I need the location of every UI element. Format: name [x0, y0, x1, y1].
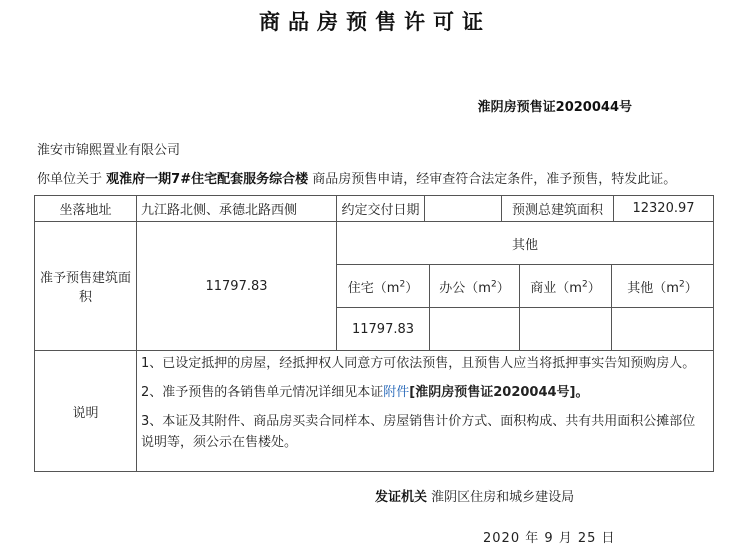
location-label: 坐落地址: [35, 196, 137, 222]
presale-area-value: 11797.83: [137, 222, 337, 351]
area-table: [34, 221, 714, 472]
notes-label: 说明: [35, 351, 137, 472]
column-office: 办公$(m^2)$: [430, 265, 520, 308]
note-1: 1、已设定抵押的房屋，经抵押权人同意方可依法预售，且预售人应当将抵押事实告知预购房人。: [141, 356, 696, 371]
page-title: 商品房预售许可证: [259, 10, 491, 34]
company-name: 淮安市锦熙置业有限公司: [37, 143, 181, 158]
delivery-date-label: 约定交付日期: [337, 196, 425, 222]
permit-table: [34, 195, 714, 222]
delivery-date-value: [425, 196, 502, 222]
certificate-number: 淮阴房预售证2020044号: [477, 100, 632, 115]
note-3: 3、本证及其附件、商品房买卖合同样本、房屋销售计价方式、面积构成、共有共用面积公摊部位说明等，须公示在售楼处。: [141, 414, 696, 450]
total-area-label: 预测总建筑面积: [502, 196, 614, 222]
issue-date: 2020 年 9 月 25 日: [483, 531, 616, 546]
column-commercial: 商业$(m^2)$: [520, 265, 612, 308]
intro-prefix: 你单位关于: [37, 172, 103, 187]
issuer-label: 发证机关: [375, 490, 428, 505]
intro-suffix: 商品房预售申请，经审查符合法定条件，准予预售，特发此证。: [312, 172, 677, 187]
note-2: 2、准予预售的各销售单元情况详细见本证附件[淮阴房预售证2020044号]。: [141, 385, 589, 400]
presale-area-label: 准予预售建筑面积: [35, 222, 137, 351]
intro-sentence: [37, 168, 676, 187]
location-value: 九江路北侧、承德北路西侧: [137, 196, 337, 222]
issuing-authority: [375, 486, 574, 505]
notes-content: [137, 351, 714, 472]
value-other: [612, 308, 714, 351]
column-residential: 住宅$(m^2)$: [337, 265, 430, 308]
project-name: 观淮府一期7#住宅配套服务综合楼: [106, 172, 309, 187]
total-area-value: 12320.97: [614, 196, 714, 222]
other-header: 其他: [337, 222, 714, 265]
value-residential: 11797.83: [337, 308, 430, 351]
attachment-link[interactable]: 附件: [383, 385, 410, 400]
location-row: [35, 196, 714, 222]
issuer-value: 淮阴区住房和城乡建设局: [431, 490, 575, 505]
value-commercial: [520, 308, 612, 351]
value-office: [430, 308, 520, 351]
column-other: 其他$(m^2)$: [612, 265, 714, 308]
notes-row: [35, 351, 714, 472]
